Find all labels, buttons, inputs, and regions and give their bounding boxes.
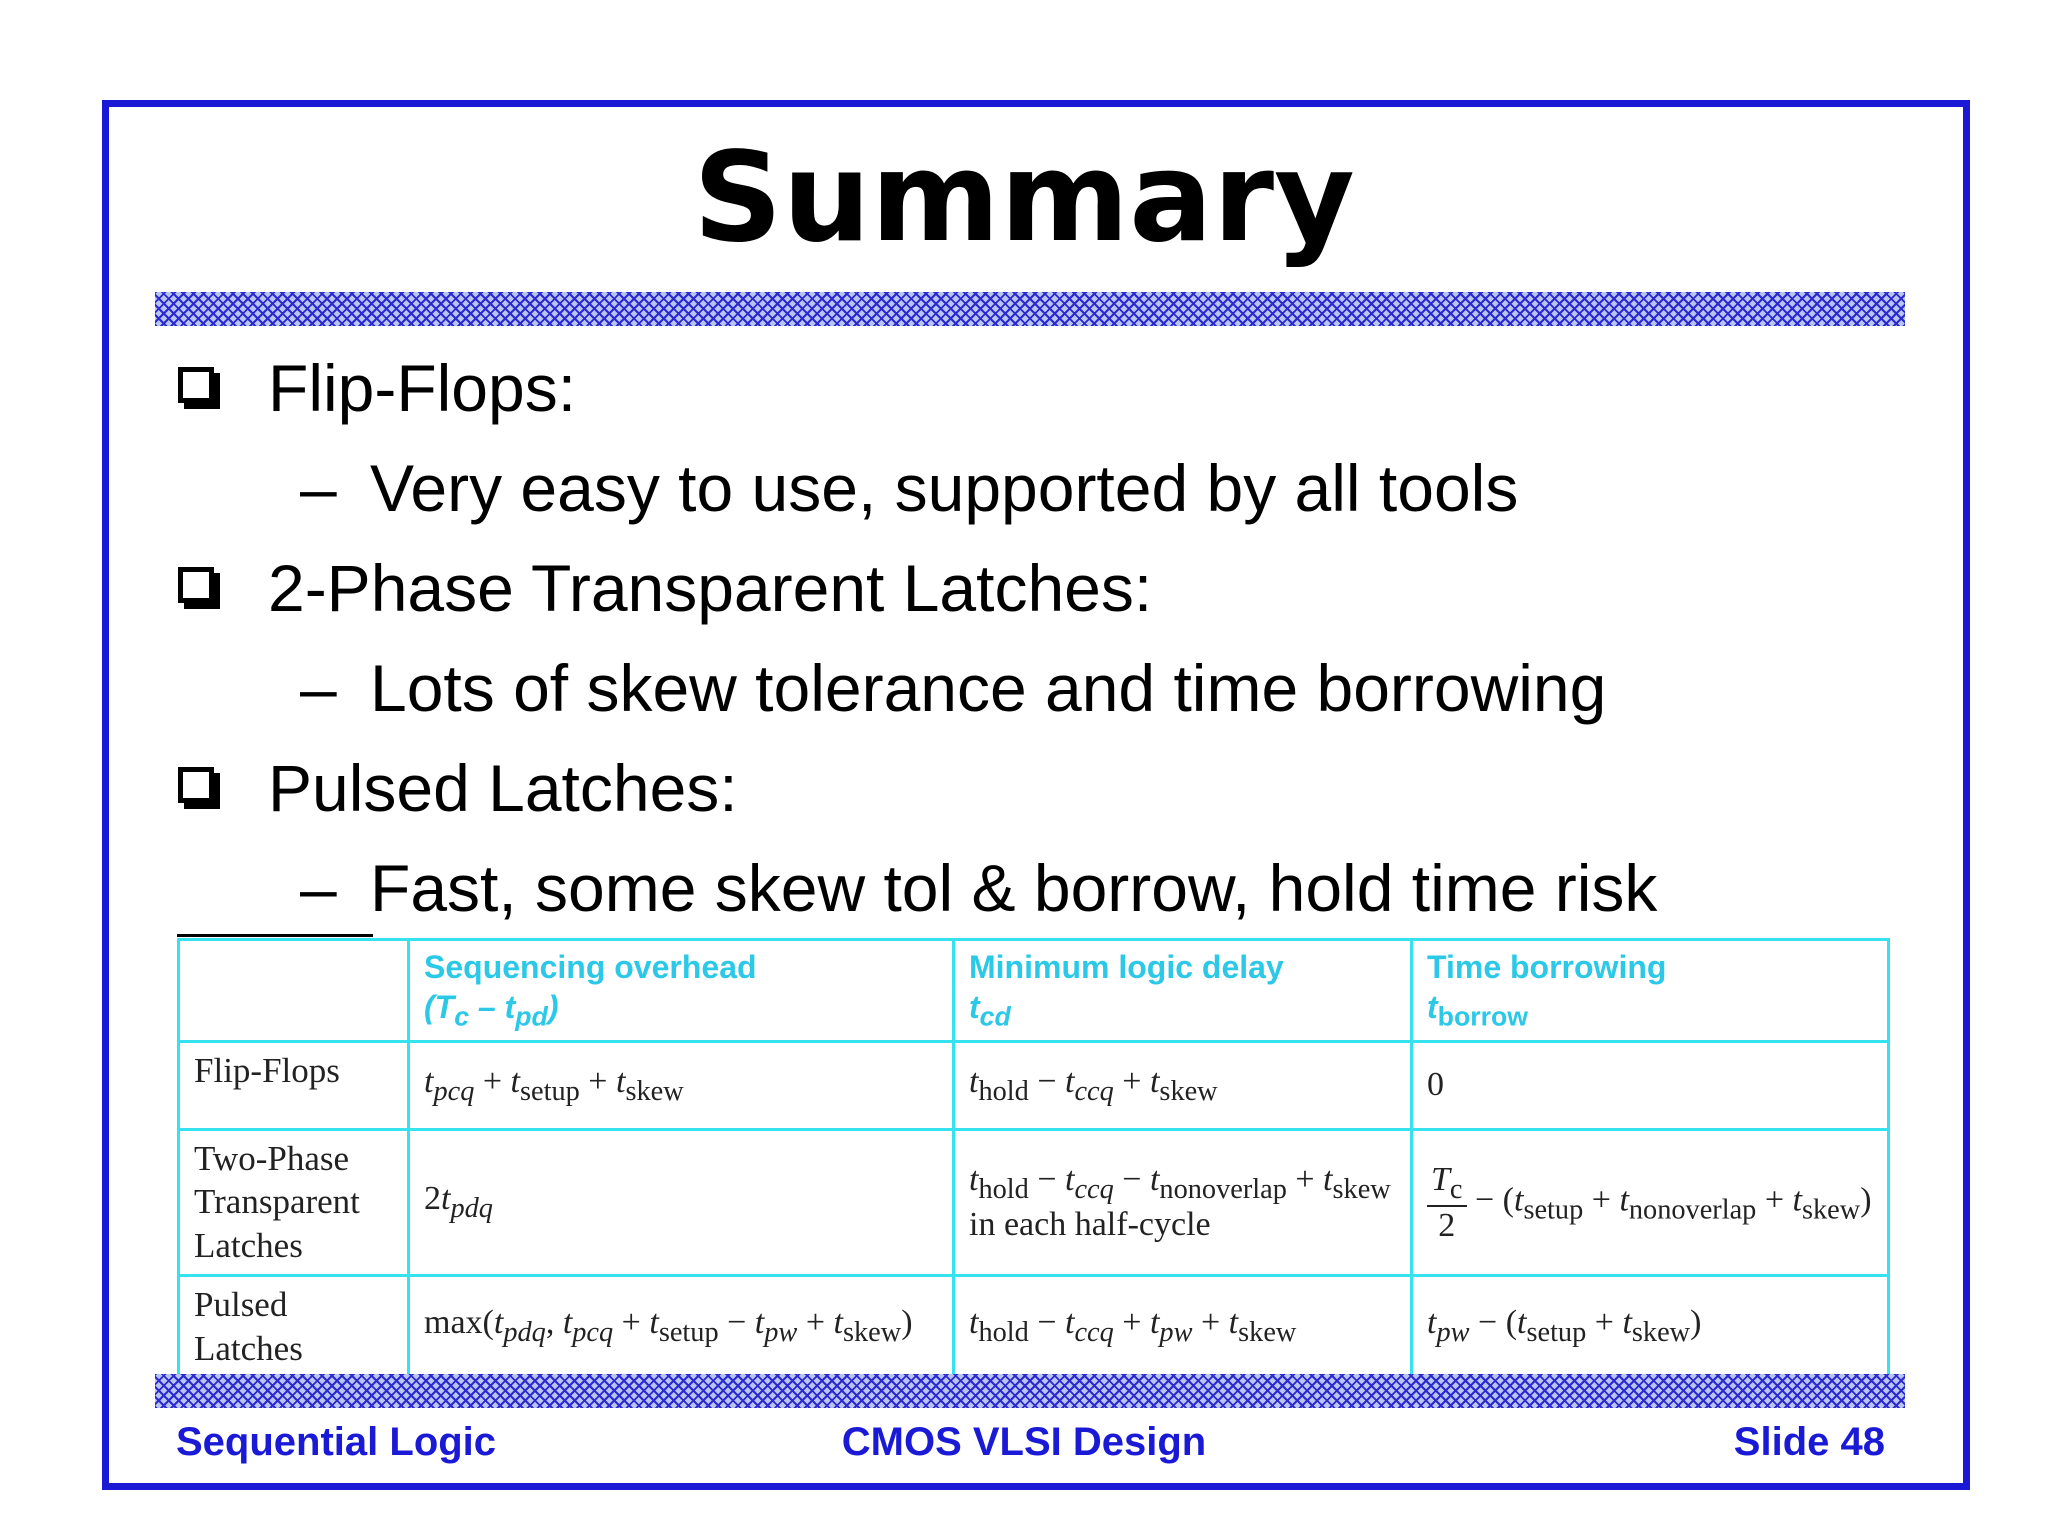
sub-bullet-text: Lots of skew tolerance and time borrowing: [370, 651, 1607, 725]
borrowing-cell: 0: [1412, 1041, 1889, 1129]
bullet-pulsed-latches: [178, 750, 738, 826]
row-label: Flip-Flops: [179, 1041, 409, 1129]
overhead-cell: $t_{pcq} + t_{setup} + t_{skew}$: [409, 1041, 954, 1129]
comparison-table: [177, 938, 1887, 1368]
sub-bullet-pulsed-latches: [300, 850, 1657, 926]
bullet-heading: 2-Phase Transparent Latches:: [268, 551, 1153, 625]
bullet-flip-flops: [178, 350, 576, 426]
checkbox-bullet-icon: [178, 367, 214, 403]
bullet-two-phase-latches: [178, 550, 1152, 626]
header-time-borrowing: [1412, 940, 1889, 1042]
header-sub-line: $t_{borrow}$: [1427, 989, 1528, 1032]
table-row: [179, 1275, 1889, 1378]
header-minimum-logic-delay: [954, 940, 1412, 1042]
checkbox-bullet-icon: [178, 567, 214, 603]
table-header-row: [179, 940, 1889, 1042]
dash-bullet: –: [300, 851, 337, 925]
footer-slide-number: Slide 48: [1733, 1420, 1885, 1464]
min-delay-cell: [954, 1129, 1412, 1275]
row-label: Two-Phase Transparent Latches: [179, 1129, 409, 1275]
checkbox-bullet-icon: [178, 767, 214, 803]
borrowing-cell: $\frac{T_c}{2}$ − $(t_{setup} + t_{nonoverlap} + t_{skew})$: [1412, 1129, 1889, 1275]
min-delay-formula: $t_{hold} - t_{ccq} - t_{nonoverlap} + t_{skew}$: [969, 1160, 1391, 1205]
sub-bullet-flip-flops: [300, 450, 1518, 526]
bullet-heading: Pulsed Latches:: [268, 751, 738, 825]
table-row: [179, 1129, 1889, 1275]
footer-left: Sequential Logic: [176, 1420, 497, 1464]
overhead-cell: $\max(t_{pdq}$, $t_{pcq} + t_{setup} - t_{pw} + t_{skew}$): [409, 1275, 954, 1378]
dash-bullet: –: [300, 651, 337, 725]
min-delay-cell: $t_{hold} - t_{ccq} + t_{pw} + t_{skew}$: [954, 1275, 1412, 1378]
header-line: Sequencing overhead: [424, 949, 757, 985]
header-sub-line: $t_{cd}$: [969, 989, 1011, 1032]
header-empty-cell: [179, 940, 409, 1042]
overhead-cell: $2t_{pdq}$: [409, 1129, 954, 1275]
footer-center: CMOS VLSI Design: [841, 1420, 1207, 1464]
header-line: Time borrowing: [1427, 949, 1667, 985]
borrowing-cell: $t_{pw} - (t_{setup} + t_{skew})$: [1412, 1275, 1889, 1378]
table-row: [179, 1041, 1889, 1129]
sub-bullet-text: Very easy to use, supported by all tools: [370, 451, 1519, 525]
dash-bullet: –: [300, 451, 337, 525]
underline-stroke: [177, 934, 373, 937]
sub-bullet-two-phase-latches: [300, 650, 1606, 726]
header-sequencing-overhead: [409, 940, 954, 1042]
row-label: Pulsed Latches: [179, 1275, 409, 1378]
sub-bullet-text: Fast, some skew tol & borrow, hold time risk: [370, 851, 1658, 925]
fraction: $\frac{T_c}{2}$: [1427, 1161, 1467, 1244]
min-delay-cell: $t_{hold} - t_{ccq} + t_{skew}$: [954, 1041, 1412, 1129]
header-line: Minimum logic delay: [969, 949, 1284, 985]
slide-title: Summary: [693, 126, 1355, 270]
top-hatch-divider: [155, 292, 1905, 326]
header-sub-line: $(T_c - t_{pd})$: [424, 989, 559, 1032]
min-delay-note: in each half-cycle: [969, 1205, 1211, 1243]
bullet-heading: Flip-Flops:: [268, 351, 577, 425]
bottom-hatch-divider: [155, 1374, 1905, 1408]
